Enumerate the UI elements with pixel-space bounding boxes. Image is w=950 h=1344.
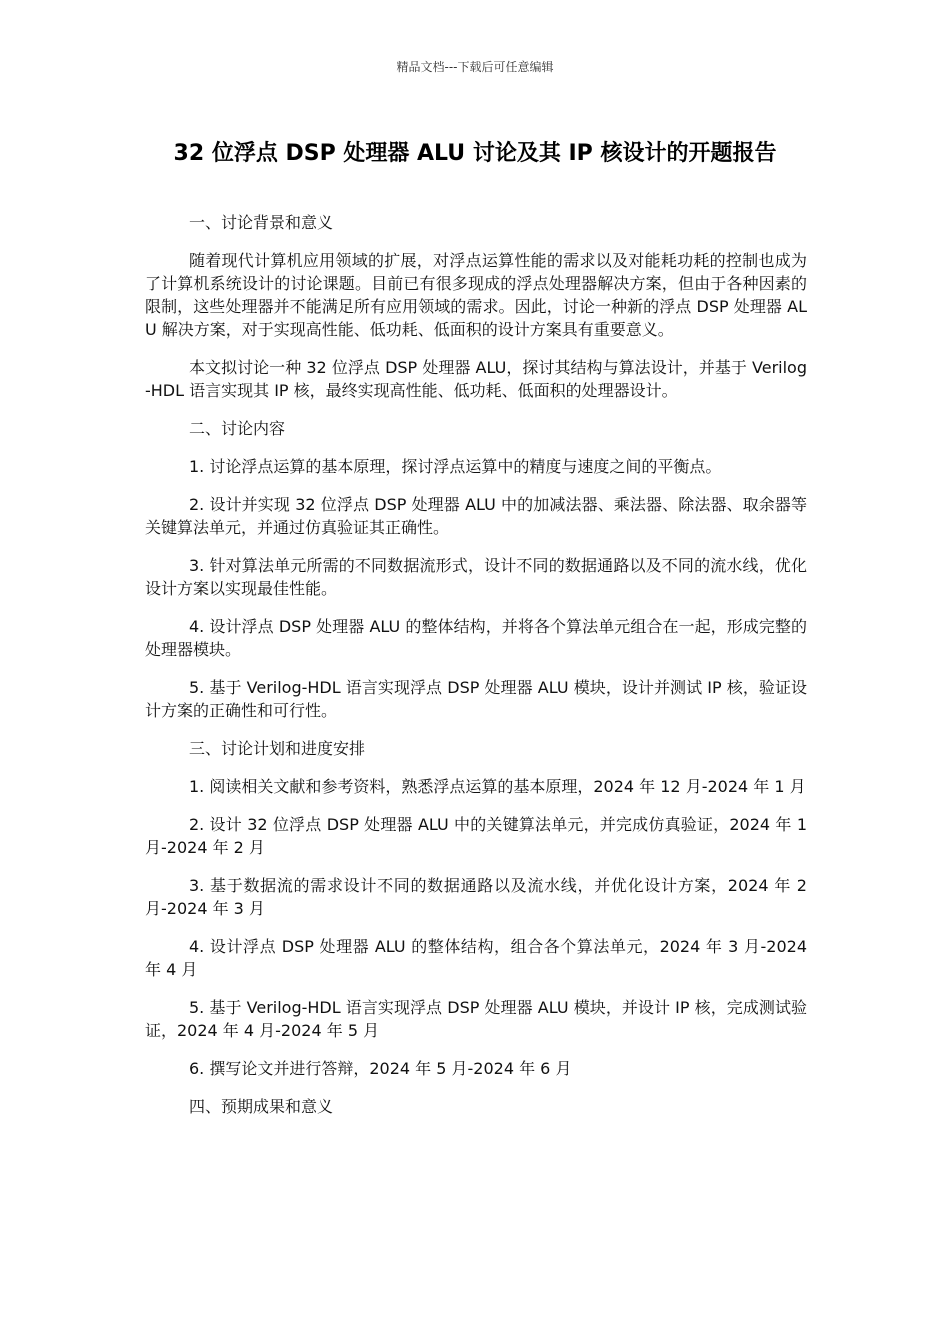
- section-heading-schedule: 三、讨论计划和进度安排: [189, 739, 366, 758]
- schedule-item: 1. 阅读相关文献和参考资料，熟悉浮点运算的基本原理，2024 年 12 月-2024 年 1 月: [189, 777, 806, 796]
- section-heading-outcomes: 四、预期成果和意义: [189, 1097, 334, 1116]
- schedule-item: 2. 设计 32 位浮点 DSP 处理器 ALU 中的关键算法单元，并完成仿真验证，2024 年 1 月-2024 年 2 月: [145, 815, 807, 857]
- section-heading-background: 一、讨论背景和意义: [189, 213, 334, 232]
- schedule-item: 5. 基于 Verilog-HDL 语言实现浮点 DSP 处理器 ALU 模块，并设计 IP 核，完成测试验证，2024 年 4 月-2024 年 5 月: [145, 998, 807, 1040]
- content-item: 3. 针对算法单元所需的不同数据流形式，设计不同的数据通路以及不同的流水线，优化设计方案以实现最佳性能。: [145, 556, 807, 598]
- document-body: [145, 211, 807, 1133]
- content-item: 5. 基于 Verilog-HDL 语言实现浮点 DSP 处理器 ALU 模块，设计并测试 IP 核，验证设计方案的正确性和可行性。: [145, 678, 807, 720]
- content-item: 1. 讨论浮点运算的基本原理，探讨浮点运算中的精度与速度之间的平衡点。: [189, 457, 722, 476]
- schedule-item: 6. 撰写论文并进行答辩，2024 年 5 月-2024 年 6 月: [189, 1059, 572, 1078]
- document-title: 32 位浮点 DSP 处理器 ALU 讨论及其 IP 核设计的开题报告: [173, 141, 777, 166]
- paragraph-goal: 本文拟讨论一种 32 位浮点 DSP 处理器 ALU，探讨其结构与算法设计，并基于 Verilog-HDL 语言实现其 IP 核，最终实现高性能、低功耗、低面积的处理器设计。: [145, 358, 807, 400]
- page-header-note: 精品文档---下载后可任意编辑: [396, 60, 554, 74]
- section-heading-content: 二、讨论内容: [189, 419, 286, 438]
- paragraph-background: 随着现代计算机应用领域的扩展，对浮点运算性能的需求以及对能耗功耗的控制也成为了计算机系统设计的讨论课题。目前已有很多现成的浮点处理器解决方案，但由于各种因素的限制，这些处理器并不能满足所有应用领域的需求。因此，讨论一种新的浮点 DSP 处理器 ALU 解决方案，对于实现高性能、低功耗、低面积的设计方案具有重要意义。: [145, 251, 807, 339]
- content-item: 4. 设计浮点 DSP 处理器 ALU 的整体结构，并将各个算法单元组合在一起，形成完整的处理器模块。: [145, 617, 807, 659]
- schedule-item: 3. 基于数据流的需求设计不同的数据通路以及流水线，并优化设计方案，2024 年 2 月-2024 年 3 月: [145, 876, 807, 918]
- content-item: 2. 设计并实现 32 位浮点 DSP 处理器 ALU 中的加减法器、乘法器、除法器、取余器等关键算法单元，并通过仿真验证其正确性。: [145, 495, 807, 537]
- schedule-item: 4. 设计浮点 DSP 处理器 ALU 的整体结构，组合各个算法单元，2024 年 3 月-2024 年 4 月: [145, 937, 807, 979]
